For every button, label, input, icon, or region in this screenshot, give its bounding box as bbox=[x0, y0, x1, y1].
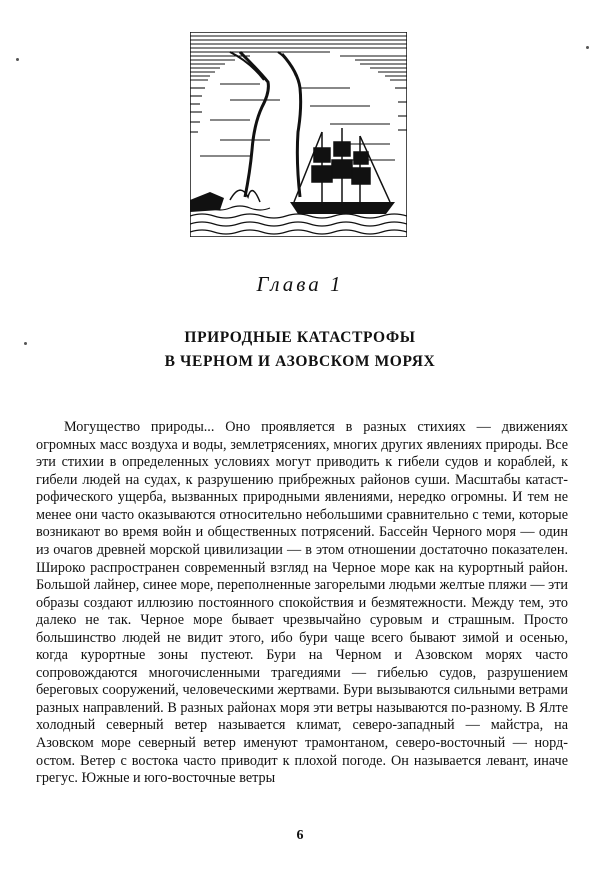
scan-speck bbox=[24, 342, 27, 345]
chapter-title-line-1: ПРИРОДНЫЕ КАТАСТРОФЫ bbox=[184, 329, 416, 346]
chapter-label: Глава 1 bbox=[256, 272, 344, 296]
body-paragraph: Могущество природы... Оно проявляется в разных стихиях — движениях огромных масс воздуха и воды, землетрясениях, многих других явлениях природы. Все эти стихии в определенных условиях могут приводить к гибели судов и кораблей, к гибели людей на судах, к разрушению прибрежных районов суши. Масштабы катастрофического ущерба, вызванных природными явлениями, нередко огромны. И тем не менее они часто оказываются относительно небольшими сравнительно с теми, которые возникают во время войн и общественных потрясений. Бассейн Черного моря — один из очагов древней морской цивилизации — в этом отношении достаточно показателен. Широко распространен современный взгляд на Черное море как на курортный район. Большой лайнер, синее море, переполненные загорелыми людьми желтые пляжи — эти образы создают иллюзию постоянного спокойствия и безмятежности. Между тем, это далеко не так. Черное море бывает чрезвычайно суровым и страшным. Просто большинство людей не видит этого, ибо бури чаще всего бывают зимой и осенью, когда курортные зоны пустеют. Бури на Черном и Азовском морях часто сопровождаются многочисленными трагедиями — гибелью судов, разрушением береговых сооружений, человеческими жертвами. Бури вызываются сильными ветрами разных направлений. В разных районах моря эти ветры называются по-разному. В Ялте холодный северный ветер называется климат, северо-западный — майстра, на Азовском море северный ветер именуют трамонтаном, северо-восточный — норд-остом. Ветер с востока часто приводит к плохой погоде. Он называется левант, иначе грегус. Южные и юго-восточные ветры bbox=[36, 419, 568, 787]
waterspout-ship-illustration bbox=[190, 32, 407, 237]
chapter-title bbox=[0, 326, 600, 374]
chapter-title-line-2: В ЧЕРНОМ И АЗОВСКОМ МОРЯХ bbox=[164, 353, 436, 370]
page-number: 6 bbox=[296, 828, 304, 843]
scan-speck bbox=[16, 58, 19, 61]
scan-speck bbox=[586, 46, 589, 49]
